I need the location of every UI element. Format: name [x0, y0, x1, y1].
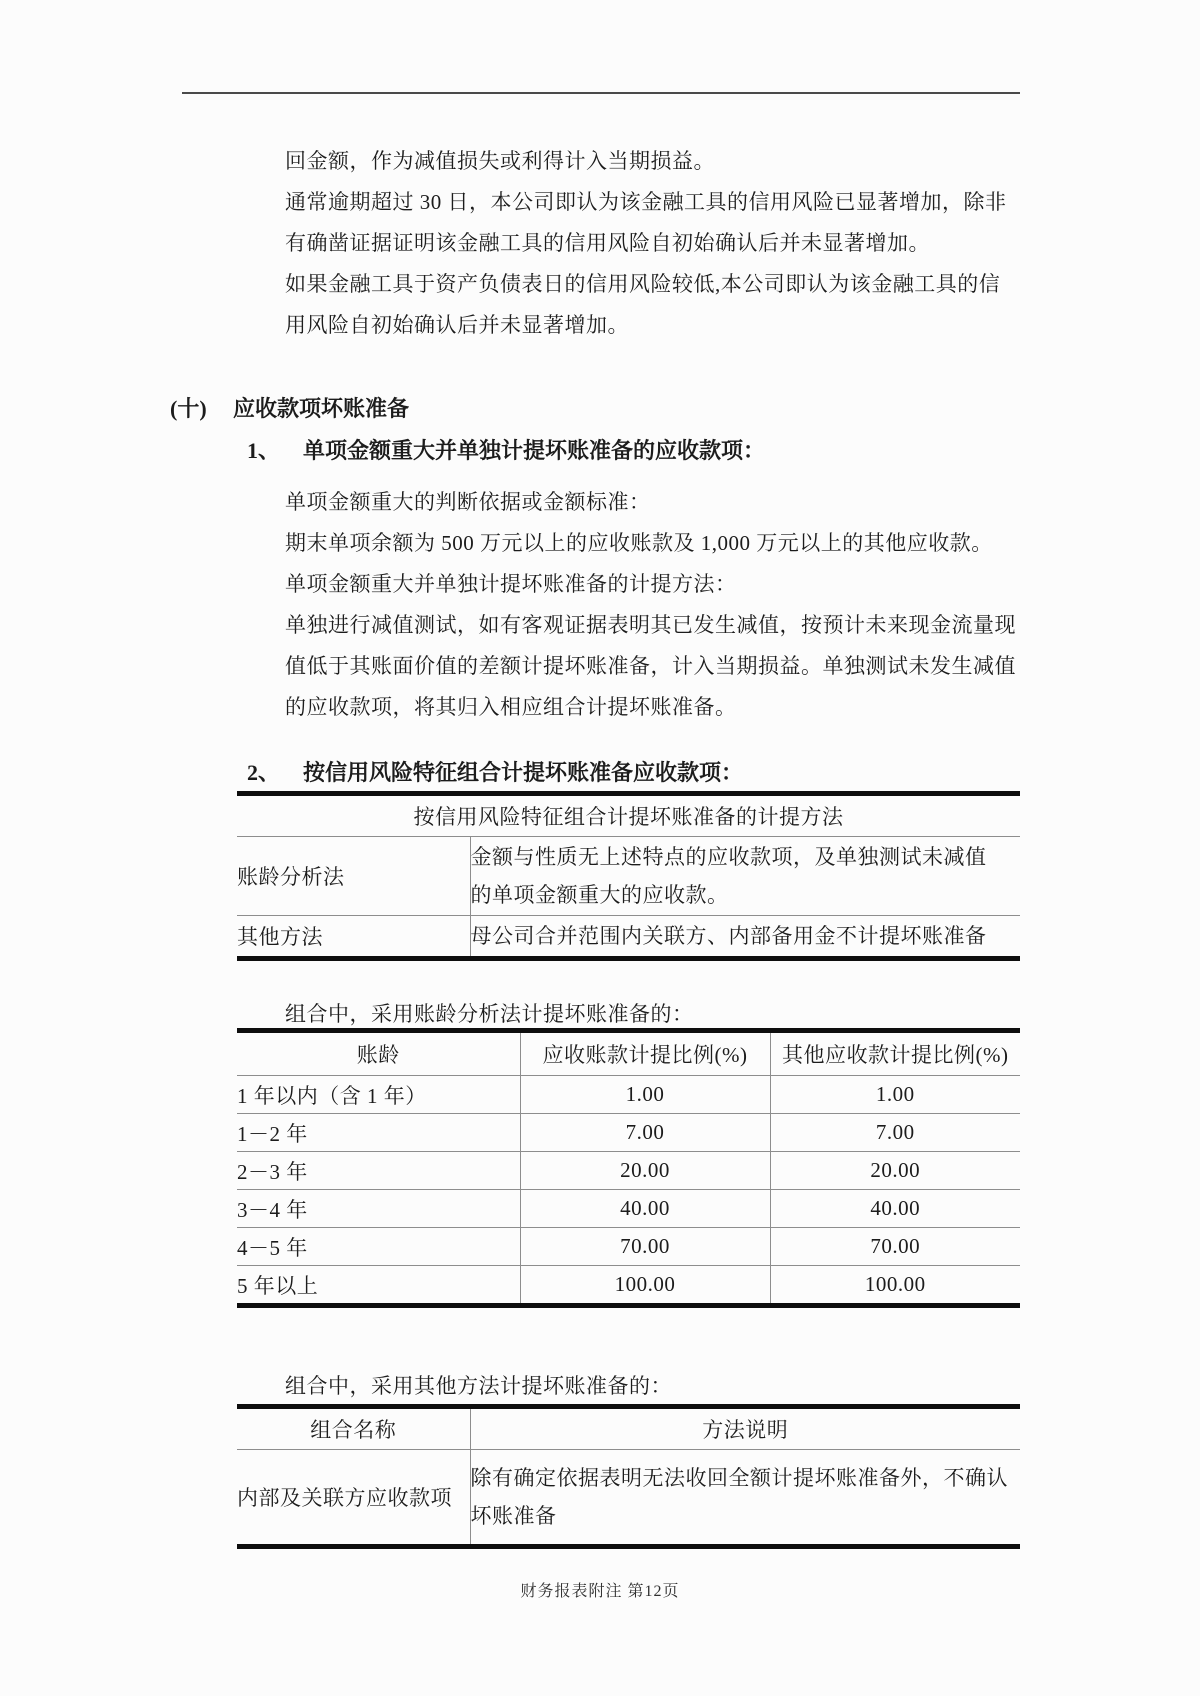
- table-row: [237, 1190, 1020, 1228]
- method-desc-cell: [470, 916, 1020, 959]
- text-line: 坏账准备: [470, 1504, 557, 1528]
- aging-bracket-cell: 5 年以上: [237, 1266, 520, 1306]
- text-line: 回金额，作为减值损失或利得计入当期损益。: [285, 149, 715, 173]
- table-header-row: [237, 1407, 1020, 1450]
- item-1-heading: [247, 434, 765, 465]
- ratio-cell: 20.00: [520, 1152, 770, 1190]
- text-line: 有确凿证据证明该金融工具的信用风险自初始确认后并未显著增加。: [285, 231, 930, 255]
- table-header-row: [237, 1031, 1020, 1076]
- item-2-title: 按信用风险特征组合计提坏账准备应收款项：: [303, 760, 744, 785]
- section-number: (十): [170, 396, 207, 421]
- text-line: 母公司合并范围内关联方、内部备用金不计提坏账准备: [470, 924, 987, 948]
- text-line: 单独进行减值测试，如有客观证据表明其已发生减值，按预计未来现金流量现: [285, 613, 1016, 637]
- intro-paragraph: [285, 141, 1007, 346]
- method-desc-cell: [470, 837, 1020, 916]
- text-line: 如果金融工具于资产负债表日的信用风险较低,本公司即认为该金融工具的信: [285, 272, 1001, 296]
- ratio-cell: 1.00: [520, 1076, 770, 1114]
- item-2-number: 2、: [247, 760, 281, 785]
- item-2-heading: [247, 756, 743, 787]
- other-header-cell: 组合名称: [310, 1418, 397, 1442]
- portfolio-desc-cell: [470, 1450, 1020, 1547]
- other-method-table: [237, 1404, 1020, 1549]
- text-line: 单项金额重大并单独计提坏账准备的计提方法：: [285, 572, 737, 596]
- table-row: [237, 1450, 1020, 1547]
- text-line: 金额与性质无上述特点的应收款项，及单独测试未减值: [470, 845, 987, 869]
- aging-analysis-table: [237, 1028, 1020, 1308]
- table-row: [237, 1114, 1020, 1152]
- table-row: [237, 837, 1020, 916]
- ratio-cell: 100.00: [520, 1266, 770, 1306]
- ratio-cell: 100.00: [770, 1266, 1020, 1306]
- aging-header-cell: 应收账款计提比例(%): [520, 1031, 770, 1076]
- aging-bracket-cell: 3－4 年: [237, 1190, 520, 1228]
- section-heading: [170, 392, 409, 423]
- ratio-cell: 1.00: [770, 1076, 1020, 1114]
- ratio-cell: 20.00: [770, 1152, 1020, 1190]
- method-name-cell: 其他方法: [237, 916, 470, 959]
- page-header-rule: [182, 92, 1020, 94]
- ratio-cell: 70.00: [520, 1228, 770, 1266]
- item-1-body: [285, 482, 1016, 728]
- aging-bracket-cell: 4－5 年: [237, 1228, 520, 1266]
- provision-method-table: [237, 791, 1020, 961]
- aging-bracket-cell: 1－2 年: [237, 1114, 520, 1152]
- text-line: 单项金额重大的判断依据或金额标准：: [285, 490, 651, 514]
- other-header-cell: 方法说明: [470, 1407, 1020, 1450]
- text-line: 除有确定依据表明无法收回全额计提坏账准备外，不确认: [470, 1466, 1008, 1490]
- page-footer: 财务报表附注 第12页: [520, 1583, 680, 1600]
- text-line: 期末单项余额为 500 万元以上的应收账款及 1,000 万元以上的其他应收款。: [285, 531, 993, 555]
- aging-bracket-cell: 1 年以内（含 1 年）: [237, 1076, 520, 1114]
- ratio-cell: 40.00: [520, 1190, 770, 1228]
- aging-header-cell: 其他应收款计提比例(%): [770, 1031, 1020, 1076]
- text-line: 通常逾期超过 30 日，本公司即认为该金融工具的信用风险已显著增加，除非: [285, 190, 1007, 214]
- aging-header-cell: 账龄: [356, 1043, 400, 1067]
- ratio-cell: 40.00: [770, 1190, 1020, 1228]
- portfolio-name-cell: 内部及关联方应收款项: [237, 1450, 470, 1547]
- other-table-caption: 组合中，采用其他方法计提坏账准备的：: [285, 1374, 672, 1398]
- table-row: [237, 916, 1020, 959]
- ratio-cell: 7.00: [520, 1114, 770, 1152]
- table-row: [237, 1076, 1020, 1114]
- item-1-title: 单项金额重大并单独计提坏账准备的应收款项：: [303, 438, 766, 463]
- item-1-number: 1、: [247, 438, 281, 463]
- ratio-cell: 70.00: [770, 1228, 1020, 1266]
- text-line: 的单项金额重大的应收款。: [470, 883, 729, 907]
- aging-table-caption: 组合中，采用账龄分析法计提坏账准备的：: [285, 1002, 694, 1026]
- method-table-title: 按信用风险特征组合计提坏账准备的计提方法: [413, 805, 844, 829]
- aging-bracket-cell: 2－3 年: [237, 1152, 520, 1190]
- table-header-row: [237, 794, 1020, 837]
- ratio-cell: 7.00: [770, 1114, 1020, 1152]
- section-title: 应收款项坏账准备: [233, 396, 410, 421]
- table-row: [237, 1228, 1020, 1266]
- table-row: [237, 1266, 1020, 1306]
- method-name-cell: 账龄分析法: [237, 837, 470, 916]
- table-row: [237, 1152, 1020, 1190]
- text-line: 值低于其账面价值的差额计提坏账准备，计入当期损益。单独测试未发生减值: [285, 654, 1016, 678]
- text-line: 用风险自初始确认后并未显著增加。: [285, 313, 629, 337]
- text-line: 的应收款项，将其归入相应组合计提坏账准备。: [285, 695, 737, 719]
